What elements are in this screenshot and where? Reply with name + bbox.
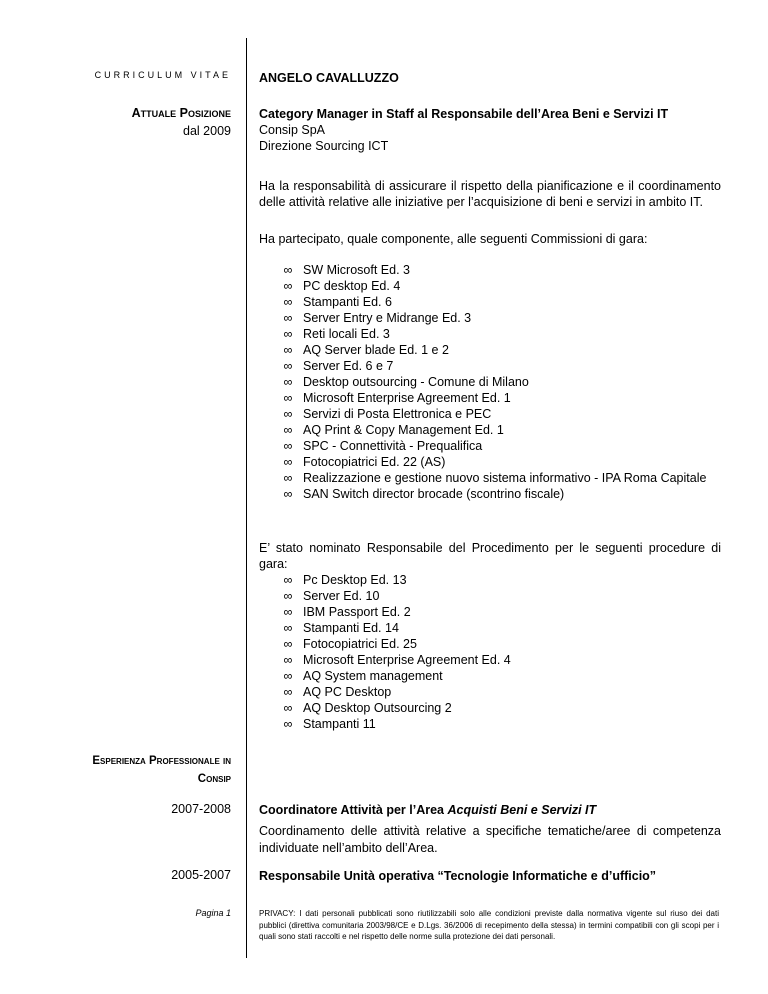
experience-label-line1: Esperienza Professionale in xyxy=(92,755,231,767)
page-number: Pagina 1 xyxy=(195,908,231,918)
list-item-text: AQ Desktop Outsourcing 2 xyxy=(303,701,452,715)
list-item xyxy=(281,470,721,486)
list-item xyxy=(281,454,721,470)
list-item xyxy=(281,262,721,278)
infinity-bullet-icon: ∞ xyxy=(283,439,293,453)
infinity-bullet-icon: ∞ xyxy=(283,605,293,619)
list-item xyxy=(281,604,721,620)
commissions-list xyxy=(281,262,721,502)
list-item xyxy=(281,310,721,326)
list-item-text: SAN Switch director brocade (scontrino fiscale) xyxy=(303,487,565,501)
list-item xyxy=(281,374,721,390)
infinity-bullet-icon: ∞ xyxy=(283,669,293,683)
list-item-text: IBM Passport Ed. 2 xyxy=(303,605,411,619)
commissions-intro: Ha partecipato, quale componente, alle seguenti Commissioni di gara: xyxy=(259,232,648,246)
list-item-text: SPC - Connettività - Prequalifica xyxy=(303,439,483,453)
list-item-text: Server Entry e Midrange Ed. 3 xyxy=(303,311,472,325)
list-item xyxy=(281,652,721,668)
list-item-text: Realizzazione e gestione nuovo sistema informativo - IPA Roma Capitale xyxy=(303,471,707,485)
role-1-title-prefix: Coordinatore Attività per l’Area xyxy=(259,803,448,817)
responsibility-text: Ha la responsabilità di assicurare il rispetto della pianificazione e il coordinamento delle attività relative alle iniziative per l’acquisizione di beni e servizi in ambito IT. xyxy=(259,179,721,209)
company: Consip SpA xyxy=(259,123,326,137)
list-item xyxy=(281,572,721,588)
infinity-bullet-icon: ∞ xyxy=(283,701,293,715)
list-item-text: Server Ed. 6 e 7 xyxy=(303,359,394,373)
infinity-bullet-icon: ∞ xyxy=(283,455,293,469)
list-item-text: Stampanti Ed. 6 xyxy=(303,295,392,309)
list-item-text: AQ Print & Copy Management Ed. 1 xyxy=(303,423,504,437)
list-item-text: Fotocopiatrici Ed. 25 xyxy=(303,637,417,651)
list-item xyxy=(281,342,721,358)
infinity-bullet-icon: ∞ xyxy=(283,471,293,485)
infinity-bullet-icon: ∞ xyxy=(283,423,293,437)
infinity-bullet-icon: ∞ xyxy=(283,375,293,389)
list-item-text: Microsoft Enterprise Agreement Ed. 4 xyxy=(303,653,511,667)
list-item xyxy=(281,390,721,406)
list-item xyxy=(281,294,721,310)
infinity-bullet-icon: ∞ xyxy=(283,279,293,293)
list-item xyxy=(281,636,721,652)
list-item-text: Pc Desktop Ed. 13 xyxy=(303,573,407,587)
current-position-label: Attuale Posizione xyxy=(131,106,231,120)
list-item xyxy=(281,278,721,294)
list-item-text: Stampanti 11 xyxy=(303,717,376,731)
infinity-bullet-icon: ∞ xyxy=(283,295,293,309)
infinity-bullet-icon: ∞ xyxy=(283,685,293,699)
list-item-text: AQ System management xyxy=(303,669,443,683)
list-item xyxy=(281,422,721,438)
list-item-text: AQ PC Desktop xyxy=(303,685,392,699)
cv-label: CURRICULUM VITAE xyxy=(94,70,231,80)
position-title: Category Manager in Staff al Responsabile dell’Area Beni e Servizi IT xyxy=(259,107,669,121)
list-item xyxy=(281,716,721,732)
infinity-bullet-icon: ∞ xyxy=(283,343,293,357)
list-item-text: SW Microsoft Ed. 3 xyxy=(303,263,410,277)
list-item-text: Desktop outsourcing - Comune di Milano xyxy=(303,375,529,389)
infinity-bullet-icon: ∞ xyxy=(283,717,293,731)
column-divider xyxy=(246,38,247,958)
list-item xyxy=(281,588,721,604)
list-item-text: AQ Server blade Ed. 1 e 2 xyxy=(303,343,449,357)
list-item xyxy=(281,486,721,502)
list-item-text: Servizi di Posta Elettronica e PEC xyxy=(303,407,492,421)
list-item-text: Microsoft Enterprise Agreement Ed. 1 xyxy=(303,391,511,405)
infinity-bullet-icon: ∞ xyxy=(283,407,293,421)
list-item-text: Server Ed. 10 xyxy=(303,589,380,603)
infinity-bullet-icon: ∞ xyxy=(283,359,293,373)
current-position-since: dal 2009 xyxy=(183,124,231,138)
role-1-title-italic: Acquisti Beni e Servizi IT xyxy=(447,803,597,817)
privacy-footer: PRIVACY: I dati personali pubblicati sono riutilizzabili solo alle condizioni previste dalla normativa vigente sul riuso dei dati pubblici (direttiva comunitaria 2003/98/CE e D.Lgs. 36/2006 di recepimento della stessa) in termini compatibili con gli scopi per i quali sono stati raccolti e nel rispetto delle norme sulla protezione dei dati personali. xyxy=(259,909,719,941)
list-item xyxy=(281,668,721,684)
person-name: ANGELO CAVALLUZZO xyxy=(259,71,399,85)
department: Direzione Sourcing ICT xyxy=(259,139,389,153)
list-item-text: Reti locali Ed. 3 xyxy=(303,327,390,341)
infinity-bullet-icon: ∞ xyxy=(283,487,293,501)
current-position-block xyxy=(259,106,721,154)
role-2-title: Responsabile Unità operativa “Tecnologie Informatiche e d’ufficio” xyxy=(259,869,657,883)
infinity-bullet-icon: ∞ xyxy=(283,637,293,651)
period-2005-2007: 2005-2007 xyxy=(171,868,231,882)
infinity-bullet-icon: ∞ xyxy=(283,311,293,325)
infinity-bullet-icon: ∞ xyxy=(283,391,293,405)
list-item xyxy=(281,358,721,374)
infinity-bullet-icon: ∞ xyxy=(283,653,293,667)
list-item xyxy=(281,684,721,700)
role-1-description: Coordinamento delle attività relative a specifiche tematiche/aree di competenza individuate nell’ambito dell’Area. xyxy=(259,824,721,855)
infinity-bullet-icon: ∞ xyxy=(283,263,293,277)
list-item xyxy=(281,620,721,636)
rup-intro: E’ stato nominato Responsabile del Procedimento per le seguenti procedure di gara: xyxy=(259,541,721,571)
infinity-bullet-icon: ∞ xyxy=(283,327,293,341)
experience-label xyxy=(92,752,231,788)
list-item xyxy=(281,438,721,454)
list-item-text: Stampanti Ed. 14 xyxy=(303,621,399,635)
list-item-text: Fotocopiatrici Ed. 22 (AS) xyxy=(303,455,446,469)
rup-procedures-list xyxy=(281,572,721,732)
list-item xyxy=(281,700,721,716)
list-item xyxy=(281,406,721,422)
period-2007-2008: 2007-2008 xyxy=(171,802,231,816)
infinity-bullet-icon: ∞ xyxy=(283,573,293,587)
list-item xyxy=(281,326,721,342)
role-1-title xyxy=(259,802,721,818)
infinity-bullet-icon: ∞ xyxy=(283,621,293,635)
infinity-bullet-icon: ∞ xyxy=(283,589,293,603)
experience-label-line2: Consip xyxy=(197,773,231,785)
list-item-text: PC desktop Ed. 4 xyxy=(303,279,401,293)
